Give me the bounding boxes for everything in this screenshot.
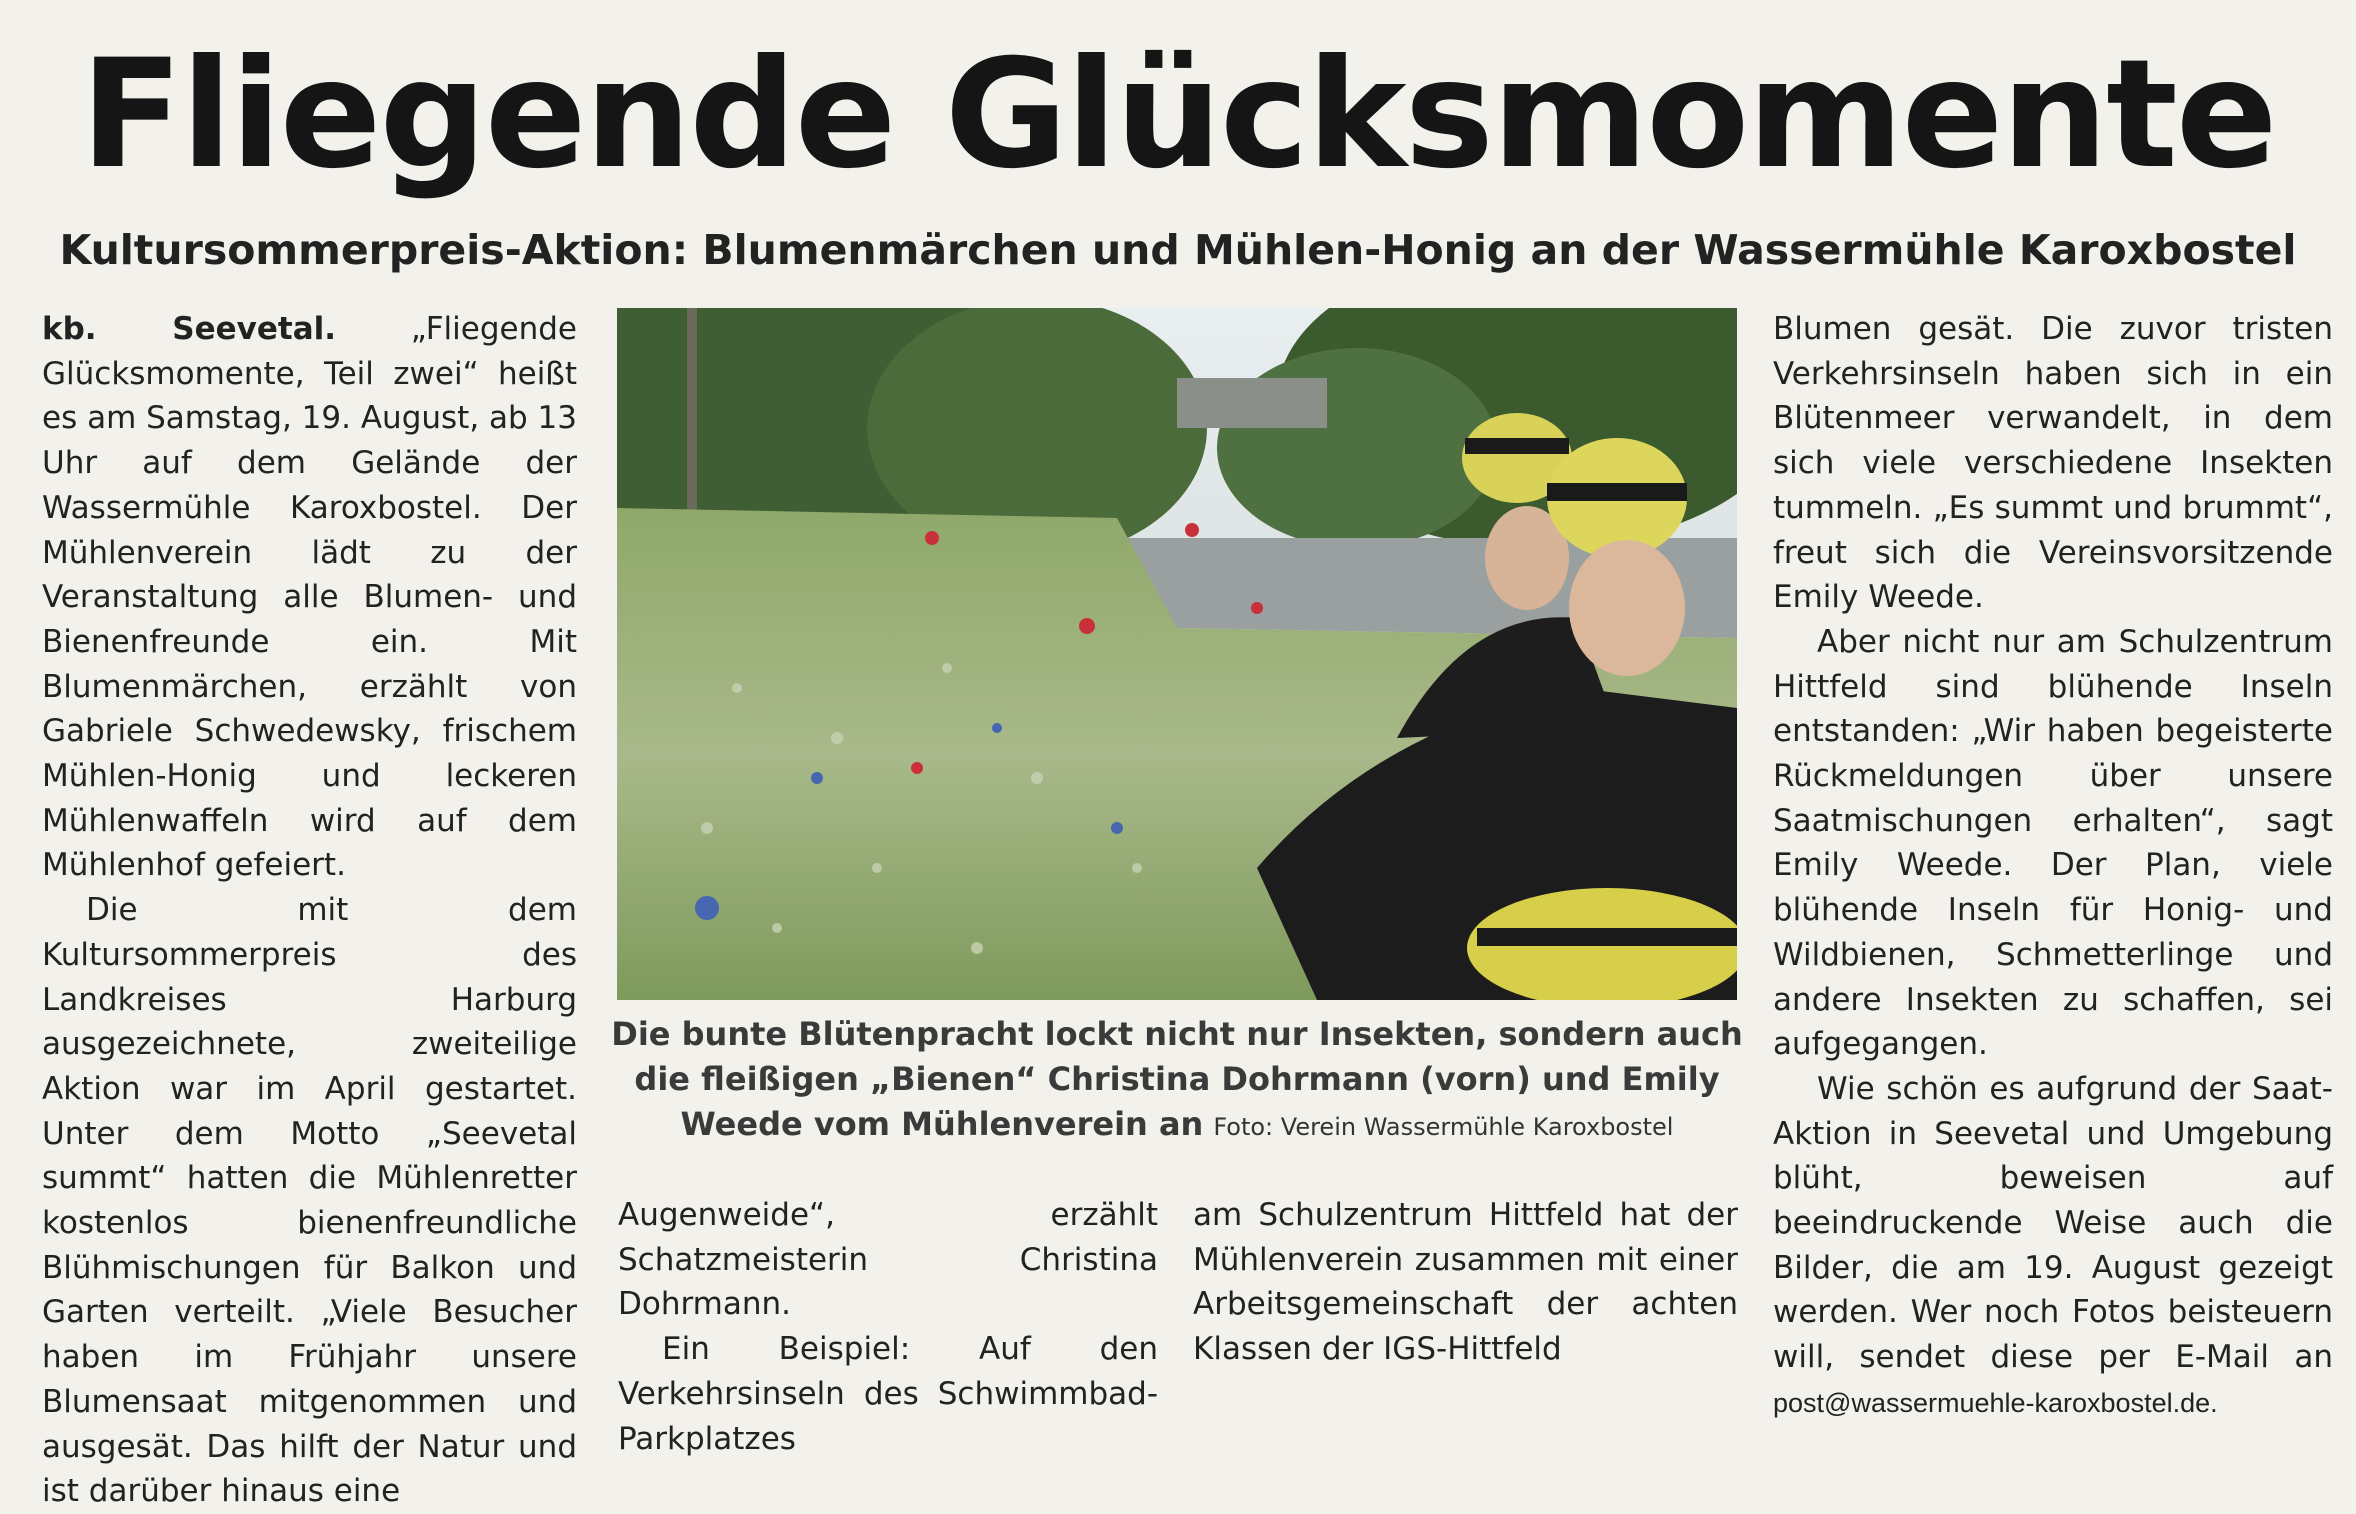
email-address: post@wassermuehle-karoxbostel.de. [1773, 1387, 2218, 1418]
article-photo [617, 308, 1737, 1000]
paragraph-8 [1773, 1067, 2333, 1426]
photo-illustration [617, 308, 1737, 1000]
article-column-1 [42, 307, 577, 1514]
paragraph-1-text: „Fliegende Glücksmomente, Teil zwei“ heißt es am Samstag, 19. August, ab 13 Uhr auf dem Gelände der Wassermühle Karoxbostel. Der Mühlenverein lädt zu der Veranstaltung alle Blumen- und Bienenfreunde ein. Mit Blumenmärchen, erzählt von Gabriele Schwedewsky, frischem Mühlen-Honig und leckeren Mühlenwaffeln wird auf dem Mühlenhof gefeiert. [42, 311, 578, 884]
photo-credit: Foto: Verein Wassermühle Karoxbostel [1213, 1113, 1674, 1141]
paragraph-2: Die mit dem Kultursommerpreis des Landkreises Harburg ausgezeichnete, zweiteilige Aktion war im April gestartet. Unter dem Motto „Seevetal summt“ hatten die Mühlenretter kostenlos bienenfreundliche Blühmischungen für Balkon und Garten verteilt. „Viele Besucher haben im Frühjahr unsere Blumensaat mitgenommen und ausgesät. Das hilft der Natur und ist darüber hinaus eine [42, 892, 577, 1510]
article-column-3 [1193, 1193, 1738, 1372]
paragraph-8-text: Wie schön es aufgrund der Saat-Aktion in Seevetal und Umgebung blüht, beweisen auf beeindruckende Weise auch die Bilder, die am 19. August gezeigt werden. Wer noch Fotos beisteuern will, sendet diese per E-Mail an [1773, 1070, 2333, 1376]
subheadline: Kultursommerpreis-Aktion: Blumenmärchen und Mühlen-Honig an der Wassermühle Karoxbostel [59, 226, 2297, 274]
dateline: kb. Seevetal. [42, 311, 337, 347]
headline: Fliegende Glücksmomente [80, 28, 2276, 202]
photo-caption [600, 1012, 1754, 1150]
paragraph-3: Augenweide“, erzählt Schatzmeisterin Christina Dohrmann. [618, 1197, 1158, 1323]
paragraph-4: Ein Beispiel: Auf den Verkehrsinseln des Schwimmbad-Parkplatzes [618, 1331, 1158, 1457]
paragraph-6: Blumen gesät. Die zuvor tristen Verkehrsinseln haben sich in ein Blütenmeer verwandelt, in dem sich viele verschiedene Insekten tummeln. „Es summt und brummt“, freut sich die Vereinsvorsitzende Emily Weede. [1773, 311, 2333, 616]
paragraph-5: am Schulzentrum Hittfeld hat der Mühlenverein zusammen mit einer Arbeitsgemeinschaft der achten Klassen der IGS-Hittfeld [1193, 1197, 1738, 1368]
article-column-2 [618, 1193, 1158, 1461]
paragraph-7: Aber nicht nur am Schulzentrum Hittfeld sind blühende Inseln entstanden: „Wir haben begeisterte Rückmeldungen über unsere Saatmischungen erhalten“, sagt Emily Weede. Der Plan, viele blühende Inseln für Honig- und Wildbienen, Schmetterlinge und andere Insekten zu schaffen, sei aufgegangen. [1773, 623, 2333, 1063]
paragraph-1 [42, 307, 577, 888]
caption-text: Die bunte Blütenpracht lockt nicht nur Insekten, sondern auch die fleißigen „Bienen“ Christina Dohrmann (vorn) und Emily Weede vom Mühlenverein an [611, 1015, 1743, 1143]
article-column-4 [1773, 307, 2333, 1426]
